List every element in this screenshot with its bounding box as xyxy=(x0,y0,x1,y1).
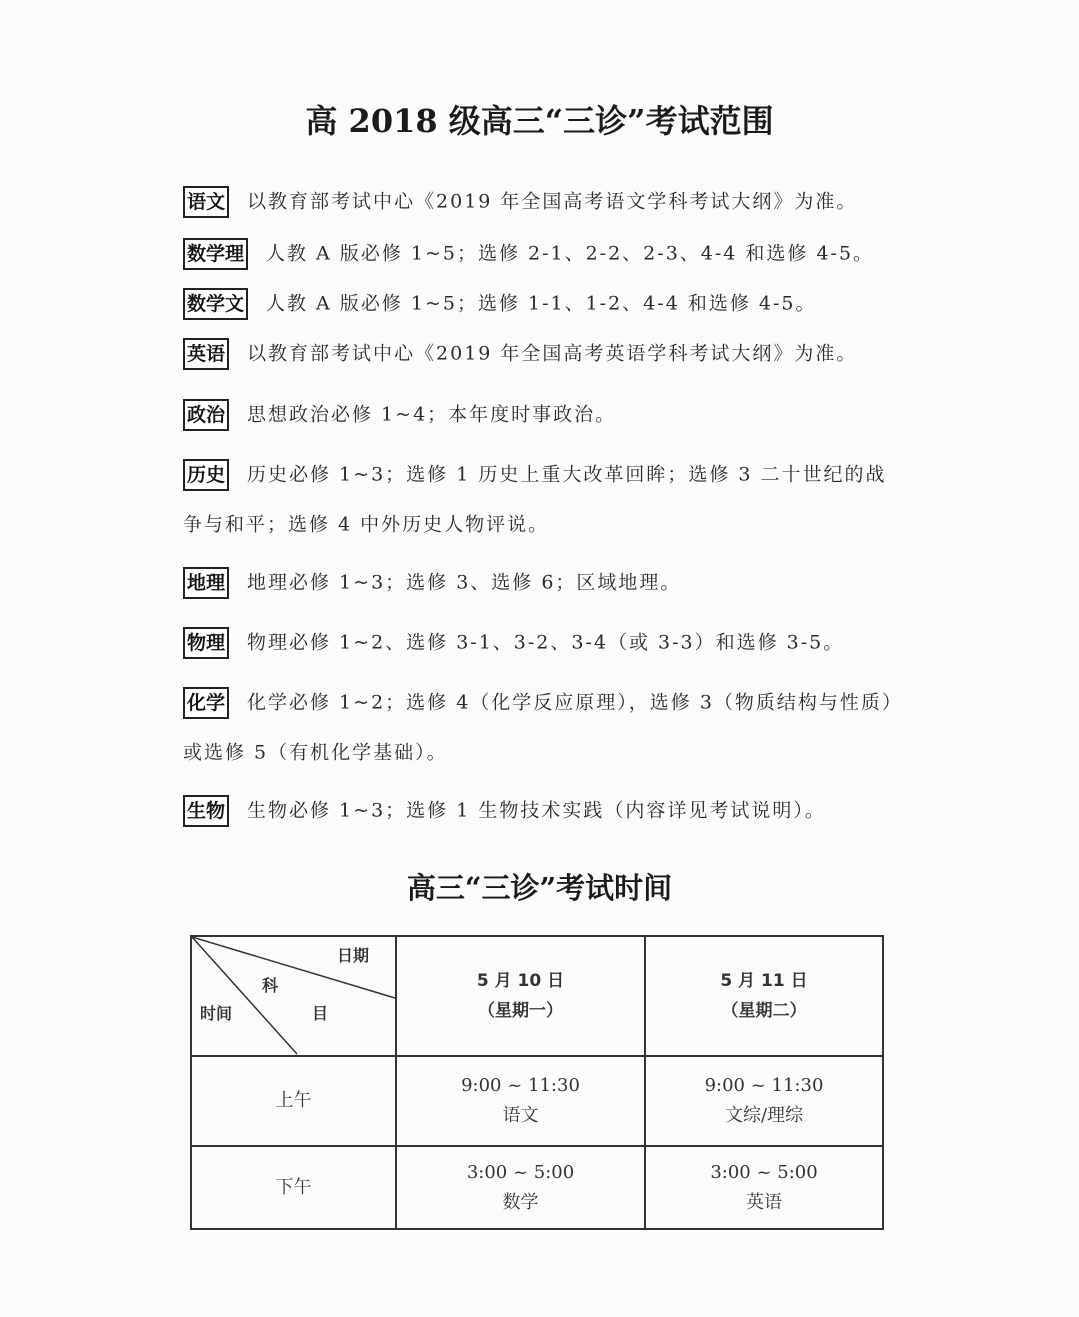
exam-cell xyxy=(645,1056,883,1146)
subject-content: 化学必修 1~2；选修 4（化学反应原理），选修 3（物质结构与性质）或选修 5（有机化学基础）。 xyxy=(183,691,903,763)
exam-subject: 语文 xyxy=(502,1105,539,1126)
schedule-table xyxy=(190,935,884,1230)
subject-row xyxy=(183,618,903,668)
day-date: 5 月 11 日 xyxy=(720,971,808,991)
subject-content: 人教 A 版必修 1~5；选修 1-1、1-2、4-4 和选修 4-5。 xyxy=(266,292,817,315)
day-weekday: （星期二） xyxy=(721,1001,807,1021)
subject-row xyxy=(183,678,903,777)
subject-row xyxy=(183,390,903,440)
subject-row xyxy=(183,177,903,227)
header-subject-1: 科 xyxy=(262,976,279,995)
subject-content: 地理必修 1~3；选修 3、选修 6；区域地理。 xyxy=(247,571,682,594)
header-date: 日期 xyxy=(337,946,370,965)
exam-time: 9:00 ~ 11:30 xyxy=(461,1075,580,1096)
subject-content: 人教 A 版必修 1~5；选修 2-1、2-2、2-3、4-4 和选修 4-5。 xyxy=(266,242,875,265)
schedule-title: 高三“三诊”考试时间 xyxy=(406,871,673,905)
subject-content: 以教育部考试中心《2019 年全国高考英语学科考试大纲》为准。 xyxy=(247,342,858,365)
exam-subject: 英语 xyxy=(746,1191,782,1213)
exam-time: 3:00 ~ 5:00 xyxy=(710,1161,818,1183)
subject-label: 数学文 xyxy=(183,288,248,320)
subject-label: 数学理 xyxy=(183,238,248,270)
day-date: 5 月 10 日 xyxy=(476,971,565,991)
subject-label: 语文 xyxy=(183,186,229,218)
subject-label: 地理 xyxy=(183,567,229,599)
subject-content: 历史必修 1~3；选修 1 历史上重大改革回眸；选修 3 二十世纪的战争与和平；选修 4 中外历史人物评说。 xyxy=(183,463,887,535)
exam-subject: 数学 xyxy=(502,1191,539,1213)
subject-label: 生物 xyxy=(183,795,229,827)
subject-label: 英语 xyxy=(183,338,229,370)
subject-content: 物理必修 1~2、选修 3-1、3-2、3-4（或 3-3）和选修 3-5。 xyxy=(247,631,845,654)
subject-content: 思想政治必修 1~4；本年度时事政治。 xyxy=(247,403,617,426)
day-header xyxy=(396,936,645,1056)
period-cell: 上午 xyxy=(191,1056,396,1146)
subject-row xyxy=(183,450,903,549)
diagonal-header-cell xyxy=(191,936,396,1056)
subject-content: 以教育部考试中心《2019 年全国高考语文学科考试大纲》为准。 xyxy=(247,190,858,213)
subject-row xyxy=(183,786,903,836)
subject-row xyxy=(183,558,903,608)
subject-row xyxy=(183,279,903,329)
subject-label: 历史 xyxy=(183,459,229,491)
table-row xyxy=(191,1146,883,1229)
day-header xyxy=(645,936,883,1056)
page-title: 高 2018 级高三“三诊”考试范围 xyxy=(305,102,774,140)
exam-cell xyxy=(645,1146,883,1229)
subject-label: 物理 xyxy=(183,627,229,659)
exam-time: 3:00 ~ 5:00 xyxy=(466,1161,575,1183)
header-time: 时间 xyxy=(200,1004,233,1023)
subject-label: 化学 xyxy=(183,687,229,719)
table-row xyxy=(191,1056,883,1146)
exam-cell xyxy=(396,1056,645,1146)
subject-label: 政治 xyxy=(183,399,229,431)
period-cell: 下午 xyxy=(191,1146,396,1229)
header-subject-2: 目 xyxy=(312,1004,329,1023)
exam-time: 9:00 ~ 11:30 xyxy=(704,1075,824,1096)
exam-subject: 文综/理综 xyxy=(724,1105,804,1126)
subject-row xyxy=(183,329,903,379)
subject-row xyxy=(183,229,903,279)
subject-content: 生物必修 1~3；选修 1 生物技术实践（内容详见考试说明）。 xyxy=(247,799,826,822)
exam-cell xyxy=(396,1146,645,1229)
day-weekday: （星期一） xyxy=(478,1001,563,1021)
